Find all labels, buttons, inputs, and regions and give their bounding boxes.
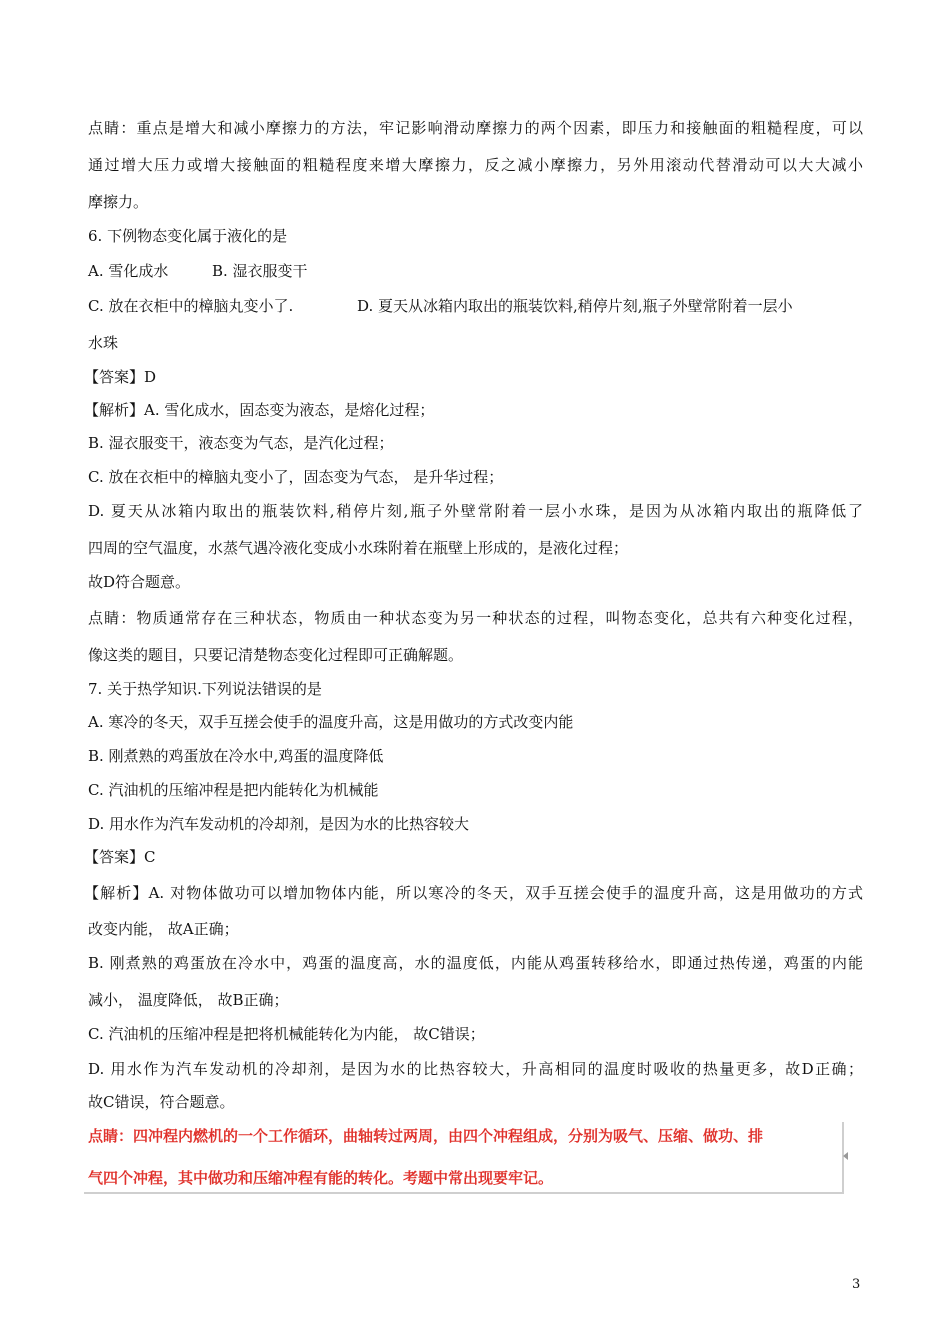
q7-analysis-label: 【解析】 <box>84 884 149 902</box>
q6-answer: 【答案】D <box>84 368 157 386</box>
intro-note-line-3: 摩擦力。 <box>88 193 149 211</box>
q7-analysis-b-line-1: B. 刚煮熟的鸡蛋放在冷水中，鸡蛋的温度高，水的温度低，内能从鸡蛋转移给水，即通过热传递，鸡蛋的内能 <box>88 954 863 972</box>
q6-conclusion: 故D符合题意。 <box>88 573 191 591</box>
q7-option-a: A. 寒冷的冬天，双手互搓会使手的温度升高，这是用做功的方式改变内能 <box>88 713 574 731</box>
q6-analysis-c: C. 放在衣柜中的樟脑丸变小了，固态变为气态， 是升华过程； <box>88 468 504 486</box>
q6-analysis-b: B. 湿衣服变干，液态变为气态，是汽化过程； <box>88 434 394 452</box>
page-number: 3 <box>852 1277 861 1292</box>
q6-analysis-a-row <box>84 400 434 420</box>
q7-note-image-box <box>84 1122 844 1194</box>
q7-analysis-a-row <box>84 883 863 903</box>
q7-answer: 【答案】C <box>84 848 156 866</box>
q6-analysis-a: A. 雪化成水，固态变为液态，是熔化过程； <box>144 401 435 419</box>
q7-analysis-a-line-1: A. 对物体做功可以增加物体内能，所以寒冷的冬天，双手互搓会使手的温度升高，这是用做功的方式 <box>148 884 863 902</box>
q6-analysis-label: 【解析】 <box>84 401 145 419</box>
q6-stem: 6. 下例物态变化属于液化的是 <box>88 227 288 245</box>
q7-option-d: D. 用水作为汽车发动机的冷却剂，是因为水的比热容较大 <box>88 815 470 833</box>
q7-analysis-c: C. 汽油机的压缩冲程是把将机械能转化为内能， 故C错误； <box>88 1025 485 1043</box>
q6-note-line-2: 像这类的题目，只要记清楚物态变化过程即可正确解题。 <box>88 646 464 664</box>
q6-option-d-cont: 水珠 <box>88 334 119 352</box>
q6-option-c: C. 放在衣柜中的樟脑丸变小了. <box>88 297 294 315</box>
q7-stem: 7. 关于热学知识.下列说法错误的是 <box>88 680 322 698</box>
q7-note-line-1: 点睛：四冲程内燃机的一个工作循环，曲轴转过两周，由四个冲程组成，分别为吸气、压缩、做功、排 <box>88 1127 764 1145</box>
q7-analysis-a-line-2: 改变内能， 故A正确； <box>88 920 239 938</box>
intro-note-line-1: 点睛：重点是增大和减小摩擦力的方法，牢记影响滑动摩擦力的两个因素，即压力和接触面的粗糙程度，可以 <box>88 119 863 137</box>
q7-note-line-2: 气四个冲程，其中做功和压缩冲程有能的转化。考题中常出现要牢记。 <box>88 1169 554 1187</box>
q6-option-d: D. 夏天从冰箱内取出的瓶装饮料,稍停片刻,瓶子外壁常附着一层小 <box>357 297 793 315</box>
q7-option-b: B. 刚煮熟的鸡蛋放在冷水中,鸡蛋的温度降低 <box>88 747 384 765</box>
q6-analysis-d-line-1: D. 夏天从冰箱内取出的瓶装饮料,稍停片刻,瓶子外壁常附着一层小水珠，是因为从冰箱内取出的瓶降低了 <box>88 502 863 520</box>
q7-option-c: C. 汽油机的压缩冲程是把内能转化为机械能 <box>88 781 379 799</box>
intro-note-line-2: 通过增大压力或增大接触面的粗糙程度来增大摩擦力，反之减小摩擦力，另外用滚动代替滑动可以大大减小 <box>88 156 863 174</box>
q6-option-a: A. 雪化成水 <box>88 262 169 280</box>
q6-note-line-1: 点睛：物质通常存在三种状态，物质由一种状态变为另一种状态的过程，叫物态变化，总共有六种变化过程， <box>88 609 863 627</box>
scroll-arrow-icon <box>843 1152 848 1160</box>
q7-conclusion: 故C错误，符合题意。 <box>88 1093 235 1111</box>
q7-analysis-d: D. 用水作为汽车发动机的冷却剂，是因为水的比热容较大，升高相同的温度时吸收的热量更多，故D正确； <box>88 1060 863 1078</box>
q6-analysis-d-line-2: 四周的空气温度，水蒸气遇冷液化变成小水珠附着在瓶壁上形成的，是液化过程； <box>88 539 629 557</box>
q7-analysis-b-line-2: 减小， 温度降低， 故B正确； <box>88 991 289 1009</box>
q6-option-b: B. 湿衣服变干 <box>212 262 308 280</box>
